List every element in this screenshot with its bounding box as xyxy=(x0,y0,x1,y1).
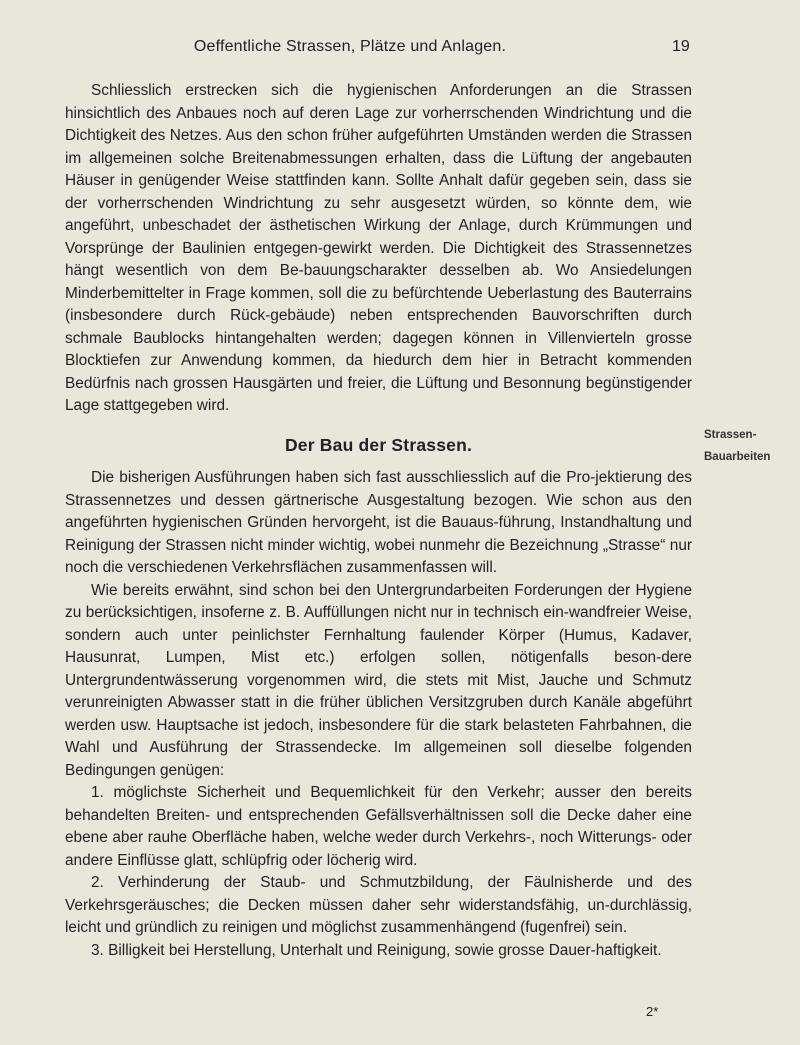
list-item: 1. möglichste Sicherheit und Bequemlichkeit für den Verkehr; ausser den bereits behandelten Breiten- und entsprechenden Gefällsverhältnissen soll die Decke daher eine ebene aber rauhe Oberfläche haben, welche weder durch Verkehrs-, noch Witterungs- oder andere Einflüsse glatt, schlüpfrig oder löcherig wird. xyxy=(65,784,692,869)
section-title: Der Bau der Strassen. xyxy=(284,434,473,455)
paragraph: Schliesslich erstrecken sich die hygienischen Anforderungen an die Strassen hinsichtlich des Anbaues noch auf deren Lage zur vorherrschenden Windrichtung und die Dichtigkeit des Netzes. Aus den schon früher aufgeführten Umständen werden die Strassen im allgemeinen solche Breitenabmessungen erhalten, dass die Lüftung der angebauten Häuser in genügender Weise stattfinden kann. Sollte Anhalt dafür gegeben sein, dass sie der vorherrschenden Windrichtung zu sehr ausgesetzt würden, so könnte dem, wie angeführt, unbeschadet der ästhetischen Wirkung der Anlage, durch Krümmungen und Vorsprünge der Baulinien entgegen-gewirkt werden. Die Dichtigkeit des Strassennetzes hängt wesentlich von dem Be-bauungscharakter desselben ab. Wo Ansiedelungen Minderbemittelter in Frage kommen, soll die zu befürchtende Ueberlastung des Bauterrains (insbesondere durch Rück-gebäude) neben entsprechenden Bauvorschriften durch schmale Baublocks hintangehalten werden; dagegen können in Villenvierteln grosse Blocktiefen zur Anwendung kommen, da hiedurch dem hier in Betracht kommenden Bedürfnis nach grossen Hausgärten und freier, die Lüftung und Besonnung begünstigender Lage stattgegeben wird. xyxy=(65,82,692,414)
page-number: 19 xyxy=(672,38,690,55)
list-item: 3. Billigkeit bei Herstellung, Unterhalt und Reinigung, sowie grosse Dauer-haftigkeit. xyxy=(91,941,662,959)
margin-note-line: Bauarbeiten xyxy=(704,451,771,463)
page-body xyxy=(65,80,692,962)
running-header: Oeffentliche Strassen, Plätze und Anlagen. xyxy=(193,38,507,55)
paragraph: Wie bereits erwähnt, sind schon bei den Untergrundarbeiten Forderungen der Hygiene zu berücksichtigen, insoferne z. B. Auffüllungen nicht nur in technisch ein-wandfreier Weise, sondern auch unter peinlichster Fernhaltung faulender Körper (Humus, Kadaver, Hausunrat, Lumpen, Mist etc.) erfolgen sollen, nötigenfalls beson-dere Untergrundentwässerung vorgenommen wird, die stets mit Mist, Jauche und Schmutz verunreinigten Abwasser statt in die früher üblichen Versitzgruben durch Kanäle abgeführt werden usw. Hauptsache ist jedoch, insbesondere für die stark belasteten Fahrbahnen, die Wahl und Ausführung der Strassendecke. Im allgemeinen soll dieselbe folgenden Bedingungen genügen: xyxy=(65,581,692,779)
paragraph: Die bisherigen Ausführungen haben sich fast ausschliesslich auf die Pro-jektierung des Strassennetzes und dessen gärtnerische Ausgestaltung bezogen. Wie schon aus den angeführten hygienischen Gründen hervorgeht, ist die Bauaus-führung, Instandhaltung und Reinigung der Strassen nicht minder wichtig, wobei nunmehr die Bezeichnung „Strasse“ nur noch die verschiedenen Verkehrsflächen zusammenfassen will. xyxy=(65,469,692,576)
list-item: 2. Verhinderung der Staub- und Schmutzbildung, der Fäulnisherde und des Verkehrsgeräusches; die Decken müssen daher sehr widerstandsfähig, un-durchlässig, leicht und gründlich zu reinigen und möglichst zusammenhängend (fugenfrei) sein. xyxy=(65,874,692,936)
signature-mark: 2* xyxy=(646,1004,659,1019)
margin-note-line: Strassen- xyxy=(704,429,757,441)
margin-note xyxy=(704,424,796,468)
